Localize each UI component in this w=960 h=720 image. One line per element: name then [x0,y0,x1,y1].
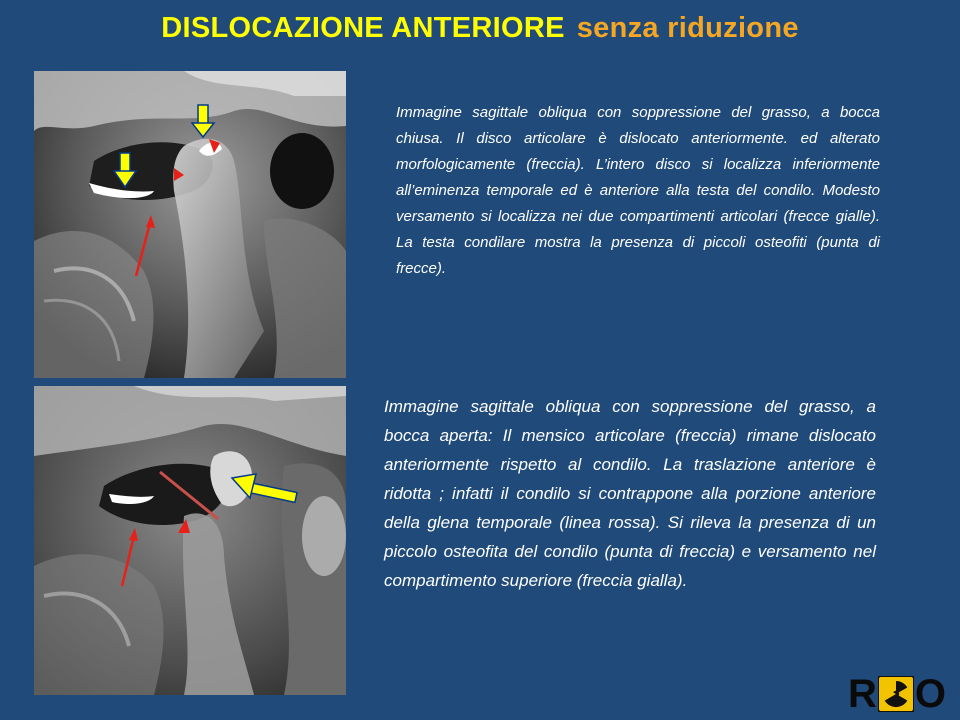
mri-open-mouth-graphic [34,386,346,695]
rao-logo [848,674,948,714]
title-sub: senza riduzione [576,12,799,44]
slide-title [0,12,960,45]
radiation-icon [878,676,914,712]
caption-closed-mouth: Immagine sagittale obliqua con soppressione del grasso, a bocca chiusa. Il disco articolare è dislocato anteriormente. ed alterato morfologicamente (freccia). L’intero disco si localizza inferiormente all’eminenza temporale ed è anteriore alla testa del condilo. Modesto versamento si localizza nei due compartimenti articolari (frecce gialle). La testa condilare mostra la presenza di piccoli osteofiti (punta di frecce). [396,104,880,277]
logo-letter-o: O [914,672,947,716]
title-main: DISLOCAZIONE ANTERIORE [161,12,565,44]
logo-letter-r: R [848,672,877,716]
mri-image-closed-mouth [34,71,346,378]
mri-image-open-mouth [34,386,346,695]
mri-closed-mouth-graphic [34,71,346,378]
caption-open-mouth: Immagine sagittale obliqua con soppressione del grasso, a bocca aperta: Il mensico articolare (freccia) rimane dislocato anteriormente rispetto al condilo. La traslazione anteriore è ridotta ; infatti il condilo si contrappone alla porzione anteriore della glena temporale (linea rossa). Si rileva la presenza di un piccolo osteofita del condilo (punta di freccia) e versamento nel compartimento superiore (freccia gialla). [384,397,876,590]
